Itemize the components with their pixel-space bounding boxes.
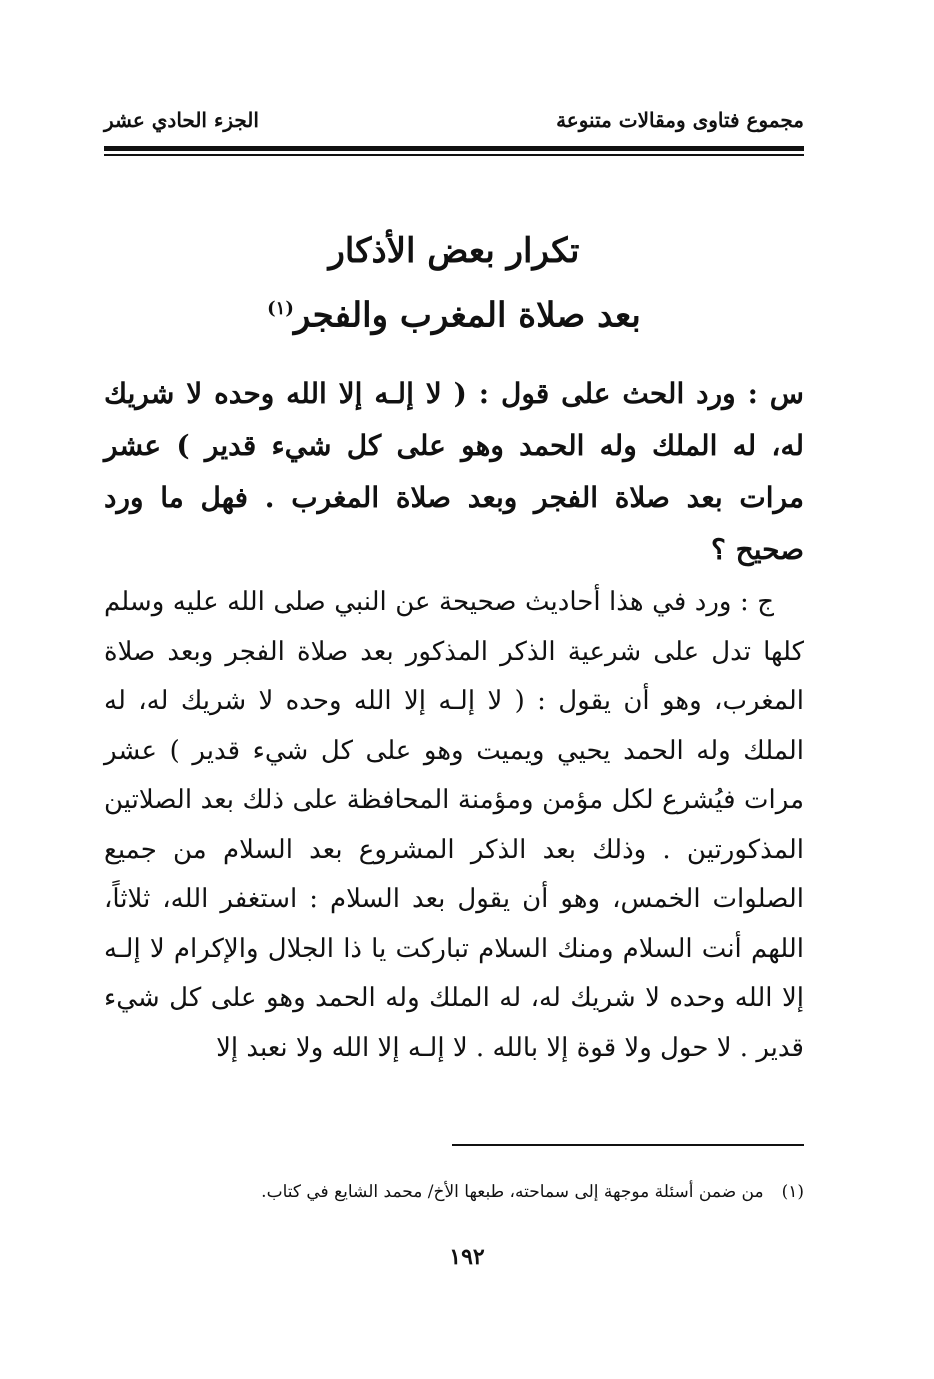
- footnote-separator: [452, 1144, 804, 1146]
- header-rule-thick: [104, 146, 804, 151]
- footnote-text: من ضمن أسئلة موجهة إلى سماحته، طبعها الأخ/ محمد الشايع في كتاب.: [261, 1182, 764, 1202]
- answer-section: [104, 578, 804, 1073]
- title-line-1: تكرار بعض الأذكار: [328, 231, 580, 271]
- article-title: [104, 222, 804, 344]
- footnote: [104, 1182, 804, 1202]
- answer-paragraph: ج : ورد في هذا أحاديث صحيحة عن النبي صلى الله عليه وسلم كلها تدل على شرعية الذكر المذكور بعد صلاة الفجر وبعد صلاة المغرب، وهو أن يقول : ( لا إلـه إلا الله وحده لا شريك له، له الملك وله الحمد يحيي ويميت وهو على كل شيء قدير ) عشر مرات فيُشرع لكل مؤمن ومؤمنة المحافظة على ذلك بعد الصلاتين المذكورتين . وذلك بعد الذكر المشروع بعد السلام من جميع الصلوات الخمس، وهو أن يقول بعد السلام : استغفر الله، ثلاثاً، اللهم أنت السلام ومنك السلام تباركت يا ذا الجلال والإكرام لا إلـه إلا الله وحده لا شريك له، له الملك وله الحمد وهو على كل شيء قدير . لا حول ولا قوة إلا بالله . لا إلـه إلا الله ولا نعبد إلا: [104, 587, 804, 1063]
- title-line-2: [104, 280, 804, 344]
- header-book-title: مجموع فتاوى ومقالات متنوعة: [556, 108, 804, 132]
- question-paragraph: س : ورد الحث على قول : ( لا إلـه إلا الله وحده لا شريك له، له الملك وله الحمد وهو على كل شيء قدير ) عشر مرات بعد صلاة الفجر وبعد صلاة المغرب . فهل ما ورد صحيح ؟: [104, 377, 804, 566]
- page-number: ١٩٢: [449, 1244, 485, 1270]
- header-rule-thin: [104, 154, 804, 156]
- title-line-2-text: بعد صلاة المغرب والفجر: [293, 295, 641, 336]
- title-footnote-ref: (١): [267, 298, 294, 319]
- footnote-mark: (١): [781, 1182, 804, 1202]
- header-volume: الجزء الحادي عشر: [104, 108, 259, 132]
- running-header: [104, 108, 804, 140]
